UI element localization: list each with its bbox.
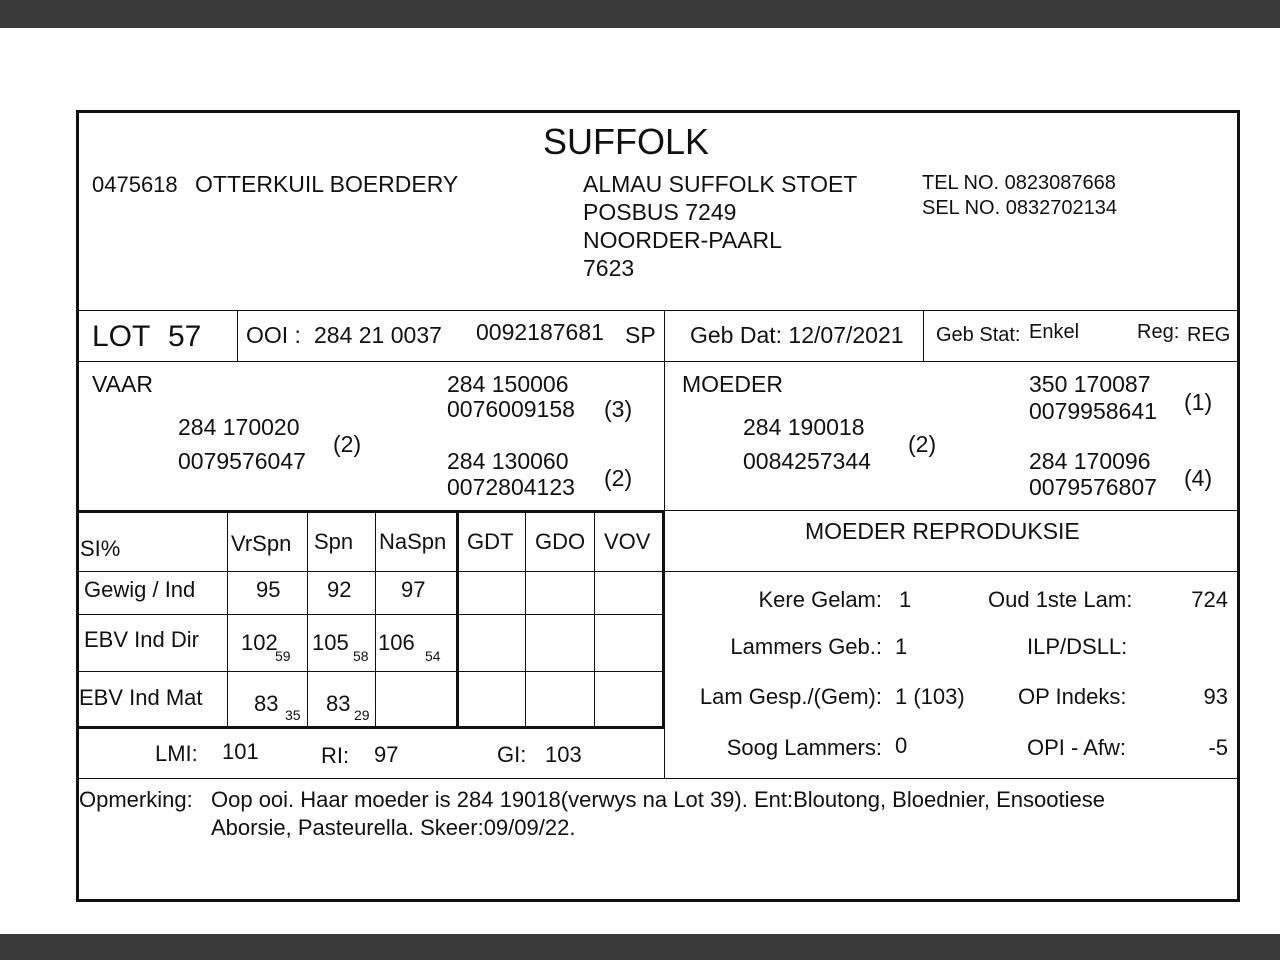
repro-value-op-index: 93 — [1203, 684, 1228, 709]
dam-dam-id: 284 170096 — [1029, 448, 1151, 474]
ri-label: RI: — [321, 743, 350, 768]
dam-sire-id: 350 170087 — [1029, 371, 1151, 397]
sire-dam-generation: (2) — [604, 465, 633, 491]
si-cell: 97 — [401, 577, 426, 602]
rule-si-row2 — [79, 671, 665, 672]
rule-si-col2 — [307, 513, 308, 726]
rule-si-col3 — [375, 513, 376, 726]
sire-dam-id: 284 130060 — [447, 448, 569, 474]
gi-value: 103 — [545, 742, 582, 767]
si-col-spn: Spn — [314, 529, 354, 554]
lmi-value: 101 — [222, 739, 259, 764]
birth-status-value: Enkel — [1029, 321, 1080, 343]
lmi-label: LMI: — [155, 741, 198, 766]
rule-si-col5 — [525, 513, 526, 726]
si-col-naspn: NaSpn — [379, 529, 447, 554]
breed-title: SUFFOLK — [543, 121, 710, 162]
si-cell: 105 — [312, 630, 349, 655]
bottom-bar — [0, 934, 1280, 960]
si-cell: 106 — [378, 630, 415, 655]
si-col-vov: VOV — [604, 529, 651, 554]
dam-generation: (2) — [908, 431, 937, 457]
sire-sire-generation: (3) — [604, 396, 633, 422]
rule-gebstat-divider — [923, 311, 924, 361]
rule-si-col1 — [227, 513, 228, 726]
repro-label-lambs-weaned: Lam Gesp./(Gem): — [699, 684, 882, 709]
rule-si-col6 — [594, 513, 595, 726]
remarks-line-1: Oop ooi. Haar moeder is 284 19018(verwys na Lot 39). Ent:Bloutong, Bloednier, Ensootiese — [211, 787, 1105, 812]
si-cell: 92 — [327, 577, 352, 602]
birth-date: Geb Dat: 12/07/2021 — [690, 322, 904, 348]
repro-label-opi-deviation: OPI - Afw: — [1027, 735, 1127, 760]
address-line-4: 7623 — [583, 255, 635, 281]
remarks-line-2: Aborsie, Pasteurella. Skeer:09/09/22. — [211, 815, 576, 840]
si-cell-accuracy: 29 — [354, 707, 370, 723]
sire-label: VAAR — [92, 371, 153, 397]
dam-reg: 0084257344 — [743, 448, 871, 474]
birth-status-label: Geb Stat: — [936, 324, 1021, 346]
dam-dam-reg: 0079576807 — [1029, 474, 1157, 500]
dam-sire-generation: (1) — [1184, 389, 1213, 415]
repro-label-lambings: Kere Gelam: — [758, 587, 882, 612]
sire-dam-reg: 0072804123 — [447, 474, 575, 500]
si-cell: 83 — [326, 691, 351, 716]
reg-value: REG — [1187, 324, 1231, 346]
sire-sire-reg: 0076009158 — [447, 396, 575, 422]
si-cell-accuracy: 59 — [275, 648, 291, 664]
rule-si-thick-top — [79, 510, 665, 513]
si-cell-accuracy: 58 — [353, 648, 369, 664]
card-border-right — [1237, 110, 1240, 902]
reproduction-title: MOEDER REPRODUKSIE — [805, 518, 1080, 544]
repro-value-first-lamb-age: 724 — [1191, 587, 1228, 612]
top-bar — [0, 0, 1280, 28]
repro-label-lambs-born: Lammers Geb.: — [730, 634, 882, 659]
reg-label: Reg: — [1137, 321, 1180, 343]
si-cell: 95 — [256, 577, 281, 602]
sire-sire-id: 284 150006 — [447, 371, 569, 397]
owner-name: OTTERKUIL BOERDERY — [195, 171, 459, 197]
dam-id: 284 190018 — [743, 414, 865, 440]
ooi-reg: 0092187681 — [476, 319, 604, 345]
si-corner-label: SI% — [80, 536, 121, 561]
si-row-label-ebv-mat: EBV Ind Mat — [79, 685, 203, 710]
ooi-number: 284 21 0037 — [314, 322, 442, 348]
si-col-vrspn: VrSpn — [231, 531, 292, 556]
sel-number: SEL NO. 0832702134 — [922, 197, 1117, 219]
rule-si-header — [79, 571, 665, 572]
rule-lot — [79, 361, 1237, 362]
rule-indexes — [79, 778, 1237, 779]
dam-sire-reg: 0079958641 — [1029, 398, 1157, 424]
si-cell-accuracy: 35 — [285, 707, 301, 723]
repro-label-op-index: OP Indeks: — [1018, 684, 1127, 709]
rule-si-bottom — [79, 726, 665, 729]
rule-si-right — [662, 513, 665, 729]
si-row-label-weight: Gewig / Ind — [84, 577, 196, 602]
rule-lot-divider — [237, 311, 238, 361]
dam-dam-generation: (4) — [1184, 465, 1213, 491]
rule-header — [79, 310, 1237, 311]
rule-repro-title — [665, 571, 1237, 572]
lot-number: 57 — [168, 320, 202, 353]
rule-si-row1 — [79, 614, 665, 615]
repro-value-opi-deviation: -5 — [1208, 735, 1228, 760]
sire-generation: (2) — [333, 431, 362, 457]
sire-reg: 0079576047 — [178, 448, 306, 474]
si-col-gdo: GDO — [535, 529, 586, 554]
card-border-bottom — [76, 899, 1240, 902]
ooi-label: OOI : — [246, 322, 301, 348]
sire-id: 284 170020 — [178, 414, 300, 440]
lot-label: LOT — [92, 320, 151, 353]
si-cell: 102 — [241, 630, 278, 655]
ri-value: 97 — [374, 742, 399, 767]
repro-label-ilp-dsll: ILP/DSLL: — [1027, 634, 1128, 659]
rule-si-thick-divider — [456, 513, 459, 726]
repro-value-lambs-born: 1 — [895, 634, 908, 659]
dam-label: MOEDER — [682, 371, 783, 397]
repro-value-lambings: 1 — [899, 587, 912, 612]
owner-id: 0475618 — [92, 172, 178, 197]
si-col-gdt: GDT — [467, 529, 514, 554]
gi-label: GI: — [497, 742, 527, 767]
remarks-label: Opmerking: — [79, 787, 193, 812]
repro-label-suckling-lambs: Soog Lammers: — [726, 735, 882, 760]
repro-value-lambs-weaned: 1 (103) — [895, 684, 965, 709]
repro-value-suckling-lambs: 0 — [895, 733, 908, 758]
card-border-left — [76, 110, 79, 902]
si-cell: 83 — [254, 691, 279, 716]
card-border-top — [76, 110, 1240, 113]
address-line-2: POSBUS 7249 — [583, 199, 737, 225]
address-line-1: ALMAU SUFFOLK STOET — [583, 171, 858, 197]
repro-label-first-lamb-age: Oud 1ste Lam: — [988, 587, 1133, 612]
si-row-label-ebv-dir: EBV Ind Dir — [84, 627, 199, 652]
si-cell-accuracy: 54 — [425, 648, 441, 664]
ooi-type: SP — [625, 322, 656, 348]
tel-number: TEL NO. 0823087668 — [922, 172, 1116, 194]
address-line-3: NOORDER-PAARL — [583, 227, 782, 253]
